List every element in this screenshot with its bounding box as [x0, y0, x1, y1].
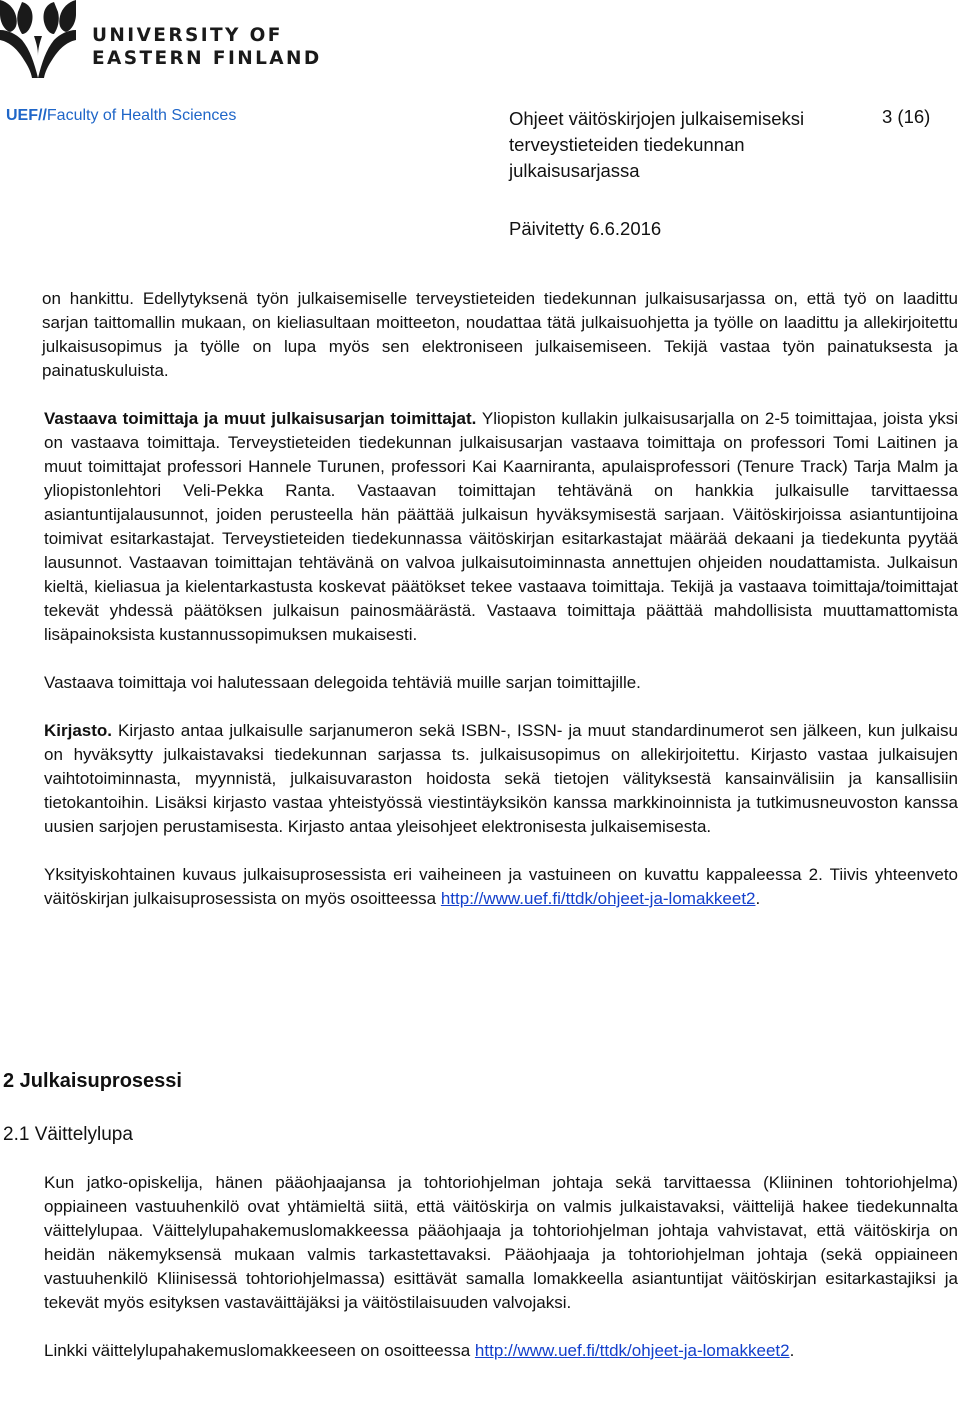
paragraph: [44, 1171, 958, 1315]
paragraph-text: Yliopiston kullakin julkaisusarjalla on 2-5 toimittajaa, joista yksi on vastaava toimittaja. Terveystieteiden tiedekunnan julkaisusarjan vastaava toimittaja on professori Tomi Laitinen ja muut toimittajat professori Hannele Turunen, professori Kai Kaarniranta, apulaisprofessori (Tenure Track) Tarja Malm ja yliopistonlehtori Veli-Pekka Ranta. Vastaavan toimittajan tehtävänä on hankkia julkaisulle tarvittaessa asiantuntijalausunnot, joiden perusteella hän päättää julkaisun hyväksymisestä sarjaan. Väitöskirjoissa asiantuntijoina toimivat esitarkastajat. Terveystieteiden tiedekunnassa väitöskirjan esitarkastajat määrää dekaani ja tiedekunta pyytää lausunnot. Vastaavan toimittajan tehtävänä on valvoa julkaisutoiminnasta annettujen ohjeiden noudattamista. Julkaisun kieltä, kieliasua ja kielentarkastusta koskevat päätökset tekee vastaava toimittaja. Tekijä ja vastaava toimittaja/toimittajat tekevät yhdessä päätöksen julkaisun painosmäärästä. Vastaava toimittaja päättää mahdollisista muuttamattomista lisäpainoksista kustannussopimuksen mukaisesti.: [44, 409, 959, 644]
paragraph-text: Kun jatko-opiskelija, hänen pääohjaajansa ja tohtoriohjelman johtaja sekä tarvittaessa (Kliininen tohtoriohjelma) oppiaineen vastuuhenkilö ovat yhtämieltä siitä, että väitöskirja on valmis julkaistavaksi, väittelijä hakee tiedekunnalta väittelylupaa. Väittelylupahakemuslomakkeessa pääohjaaja ja tohtoriohjelman johtaja vahvistavat, että väitöskirja on heidän näkemyksensä mukaan valmis tarkastettavaksi. Pääohjaaja ja tohtoriohjelman johtaja (sekä oppiaineen vastuuhenkilö Kliinisessä tohtoriohjelmassa) esittävät samalla lomakkeella asiantuntijat väitöskirjan esitarkastajiksi ja tekevät myös esityksen vastaväittäjäksi ja väitöstilaisuuden valvojaksi.: [44, 1173, 958, 1312]
page-number: 3 (16): [882, 106, 931, 127]
faculty-prefix: UEF//: [6, 107, 47, 124]
paragraph-text: Kirjasto antaa julkaisulle sarjanumeron sekä ISBN-, ISSN- ja muut standardinumerot sen jälkeen, kun julkaisu on hyväksytty julkaistavaksi tiedekunnan sarjassa ts. julkaisusopimus on allekirjoitettu. Kirjasto vastaa julkaisujen vaihtotoiminnasta, myynnistä, julkaisuvaraston hoidosta sekä tietojen välityksestä kansainvälisiin ja kansallisiin tietokantoihin. Lisäksi kirjasto vastaa yhteistyössä viestintäyksikön kanssa markkinoinnista ja tutkimusneuvoston kanssa uusien sarjojen perustamisesta. Kirjasto antaa yleisohjeet elektronisesta julkaisemisesta.: [44, 721, 958, 836]
section-heading: 2 Julkaisuprosessi: [3, 1070, 182, 1092]
paragraph: [44, 1339, 958, 1363]
updated-date: Päivitetty 6.6.2016: [509, 218, 662, 239]
logo-line2: EASTERN FINLAND: [92, 48, 322, 69]
document-title: Ohjeet väitöskirjojen julkaisemiseksi terveystieteiden tiedekunnan julkaisusarjassa: [509, 108, 805, 181]
university-logo-text: [92, 24, 322, 70]
faculty-name: Faculty of Health Sciences: [46, 107, 237, 124]
uef-logo-icon: [0, 0, 76, 78]
subsection-heading: 2.1 Väittelylupa: [3, 1124, 133, 1145]
section-body: [44, 1171, 958, 1387]
paragraph-text: on hankittu. Edellytyksenä työn julkaisemiselle terveystieteiden tiedekunnan julkaisusarjassa on, että työ on laadittu sarjan taittomallin mukaan, on kieliasultaan moitteeton, noudattaa tätä julkaisuohjetta ja työlle on laadittu ja allekirjoitettu julkaisusopimus ja työlle on lupa myös sen elektroniseen julkaisemiseen. Tekijä vastaa työn painatuksesta ja painatuskuluista.: [42, 289, 958, 380]
process-summary-link[interactable]: http://www.uef.fi/ttdk/ohjeet-ja-lomakkeet2: [440, 889, 756, 908]
application-form-link[interactable]: http://www.uef.fi/ttdk/ohjeet-ja-lomakkeet2: [474, 1341, 790, 1360]
paragraph-lead: Kirjasto.: [44, 721, 113, 740]
paragraph: [44, 671, 958, 695]
paragraph-text: Vastaava toimittaja voi halutessaan delegoida tehtäviä muille sarjan toimittajille.: [44, 673, 641, 692]
intro-body: [44, 287, 958, 935]
faculty-label: [6, 107, 236, 125]
logo-line1: UNIVERSITY OF: [92, 25, 283, 46]
paragraph-lead: Vastaava toimittaja ja muut julkaisusarjan toimittajat.: [44, 409, 477, 428]
paragraph: [44, 407, 958, 647]
paragraph: [44, 719, 958, 839]
paragraph: [42, 287, 958, 383]
paragraph-text: Linkki väittelylupahakemuslomakkeeseen on osoitteessa: [44, 1341, 475, 1360]
paragraph-text: .: [755, 889, 761, 908]
paragraph: [44, 863, 958, 911]
paragraph-text: Yksityiskohtainen kuvaus julkaisuprosessista eri vaiheineen ja vastuineen on kuvattu kappaleessa 2. Tiivis yhteenveto väitöskirjan julkaisuprosessista on myös osoitteessa: [44, 865, 958, 908]
paragraph-text: .: [789, 1341, 795, 1360]
